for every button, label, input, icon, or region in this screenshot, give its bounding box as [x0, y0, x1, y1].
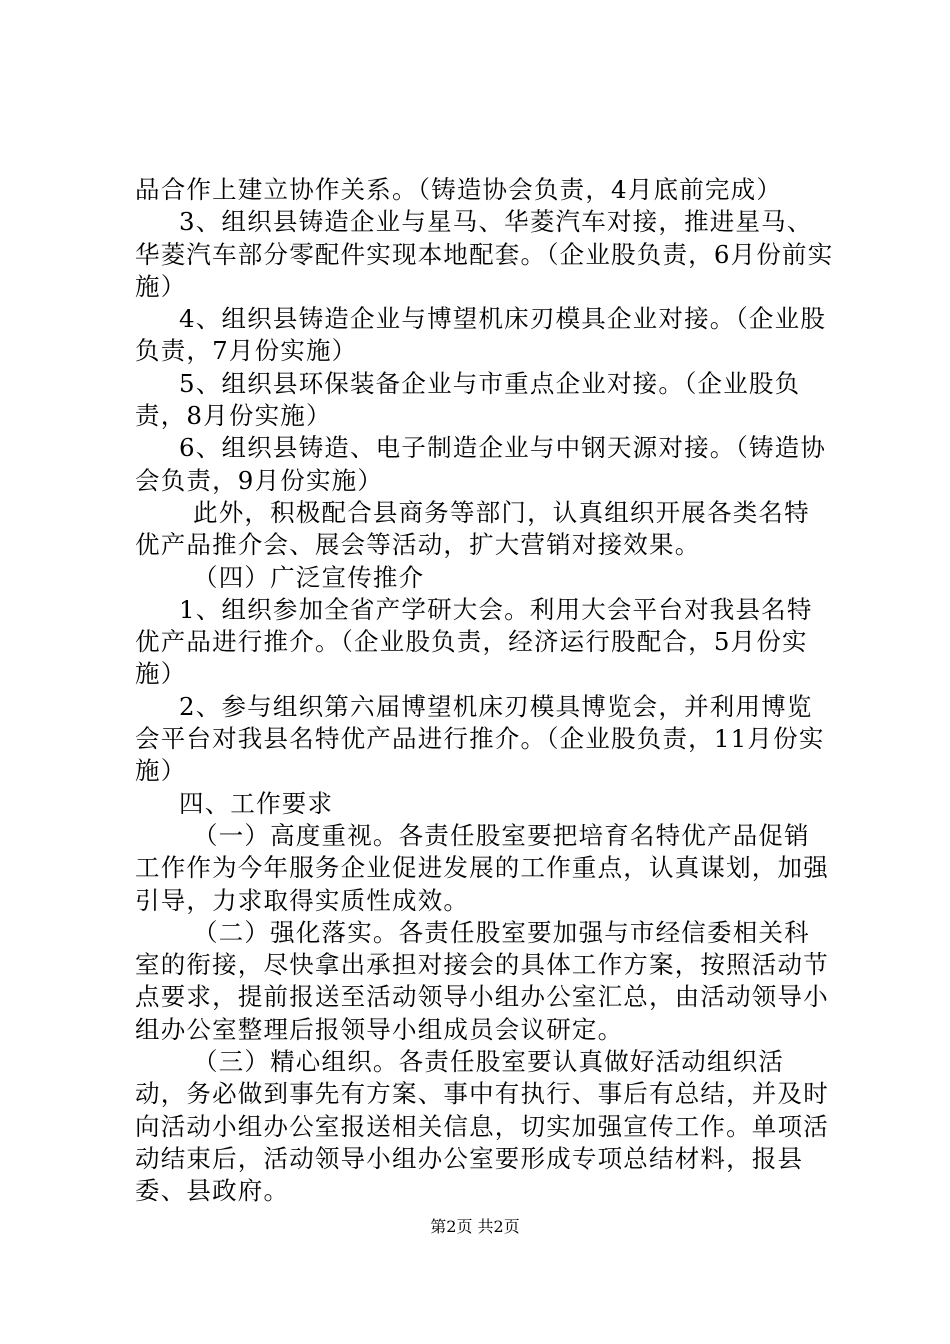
- paragraph-additionally: 此外，积极配合县商务等部门，认真组织开展各类名特优产品推介会、展会等活动，扩大营销对接效果。: [135, 497, 810, 560]
- paragraph-item-4: 4、组织县铸造企业与博望机床刃模具企业对接。（企业股负责，7月份实施）: [135, 304, 827, 366]
- page-number-label: 第2页 共2页: [430, 1217, 520, 1236]
- paragraph-item-5: 5、组织县环保装备企业与市重点企业对接。（企业股负责，8月份实施）: [135, 368, 801, 431]
- paragraph-promotion-1: 1、组织参加全省产学研大会。利用大会平台对我县名特优产品进行推介。（企业股负责，经济运行股配合，5月份实施）: [135, 594, 813, 689]
- section-heading-promotion: （四）广泛宣传推介: [193, 562, 425, 592]
- paragraph-requirement-2: （二）强化落实。各责任股室要加强与市经信委相关科室的衔接，尽快拿出承担对接会的具体工作方案，按照活动节点要求，提前报送至活动领导小组办公室汇总，由活动领导小组办公室整理后报领导小组成员会议研定。: [135, 917, 829, 1044]
- section-heading-requirements: 四、工作要求: [179, 788, 334, 818]
- paragraph-requirement-3: （三）精心组织。各责任股室要认真做好活动组织活动，务必做到事先有方案、事中有执行、事后有总结，并及时向活动小组办公室报送相关信息，切实加强宣传工作。单项活动结束后，活动领导小组办公室要形成专项总结材料，报县委、县政府。: [135, 1047, 829, 1206]
- paragraph-item-6: 6、组织县铸造、电子制造企业与中钢天源对接。（铸造协会负责，9月份实施）: [135, 433, 827, 495]
- paragraph-continuation: 品合作上建立协作关系。（铸造协会负责，4月底前完成）: [135, 175, 783, 204]
- page-footer: [0, 1214, 950, 1237]
- paragraph-item-3: 3、组织县铸造企业与星马、华菱汽车对接，推进星马、华菱汽车部分零配件实现本地配套。（企业股负责，6月份前实施）: [135, 207, 834, 301]
- paragraph-promotion-2: 2、参与组织第六届博望机床刃模具博览会，并利用博览会平台对我县名特优产品进行推介。（企业股负责，11月份实施）: [135, 691, 825, 786]
- document-body: [135, 174, 835, 1208]
- paragraph-requirement-1: （一）高度重视。各责任股室要把培育名特优产品促销工作作为今年服务企业促进发展的工作重点，认真谋划，加强引导，力求取得实质性成效。: [135, 820, 829, 915]
